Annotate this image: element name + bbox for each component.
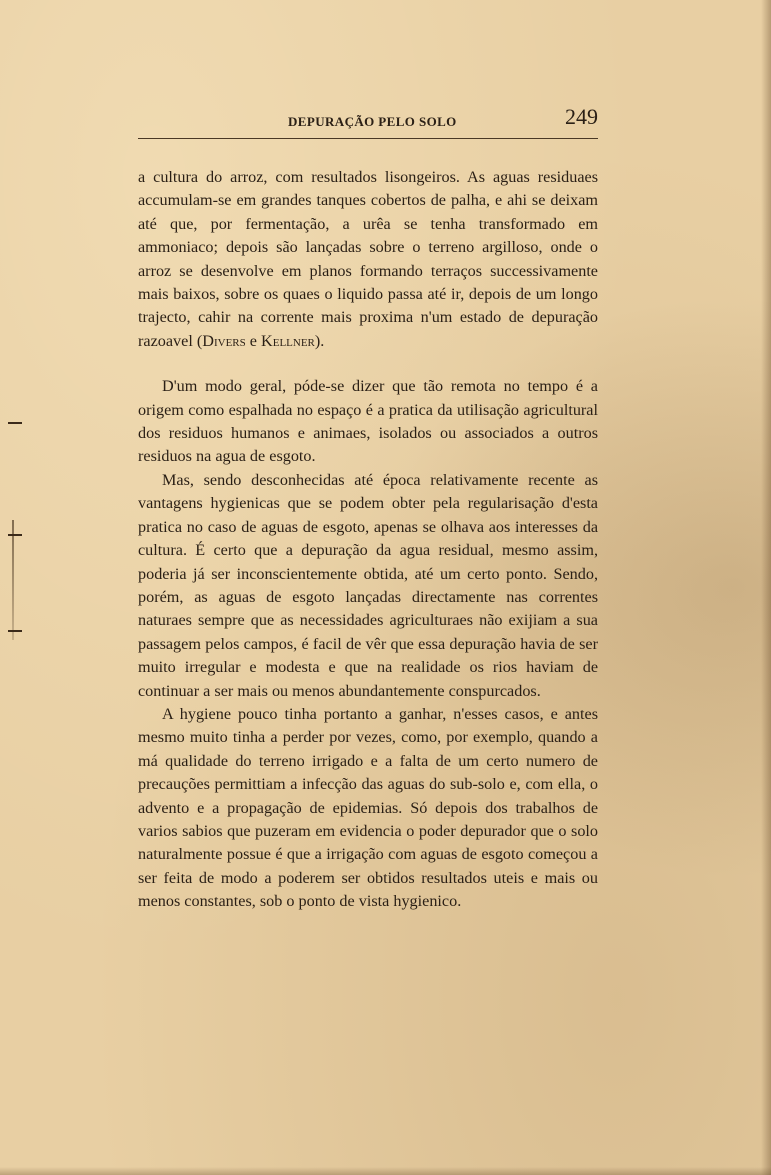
binding-mark xyxy=(8,422,22,424)
paragraph-1-text: a cultura do arroz, com resultados lisongeiros. As aguas residuaes accumulam-se em grandes tanques cobertos de palha, e ahi se deixam até que, por fermentação, a urêa se tenha transformado em ammoniaco; depois são lançadas sobre o terreno argilloso, onde o arroz se desenvolve em planos formando terraços successivamente mais baixos, sobre os quaes o liquido passa até ir, depois de um longo trajecto, cahir na corrente mais proxima n'um estado de depuração razoavel ( xyxy=(138,168,598,350)
binding-thread xyxy=(12,520,14,640)
paragraph-1 xyxy=(138,166,598,353)
page-number: 249 xyxy=(565,104,598,129)
running-head: DEPURAÇÃO PELO SOLO xyxy=(288,114,457,129)
page-edge-shadow xyxy=(761,0,771,1175)
page-header xyxy=(138,102,598,136)
header-rule xyxy=(138,138,598,139)
binding-mark xyxy=(8,534,22,536)
paragraph-gap xyxy=(138,353,598,375)
paragraph-4: A hygiene pouco tinha portanto a ganhar, n'esses casos, e antes mesmo muito tinha a perder por vezes, como, por exemplo, quando a má qualidade do terreno irrigado e a falta de um certo numero de precauções permittiam a infecção das aguas do sub-solo e, com ella, o advento e a propagação de epidemias. Só depois dos trabalhos de varios sabios que puzeram em evidencia o poder depurador que o solo naturalmente possue é que a irrigação com aguas de esgoto começou a ser feita de modo a poderem ser obtidos resultados uteis e mais ou menos constantes, sob o ponto de vista hygienico. xyxy=(138,704,598,911)
author-kellner: Kellner xyxy=(261,331,315,350)
author-connector: e xyxy=(245,331,262,350)
binding-mark xyxy=(8,630,22,632)
paragraph-1-end: ). xyxy=(314,331,325,350)
paragraph-2: D'um modo geral, póde-se dizer que tão remota no tempo é a origem como espalhada no espaço é a pratica da utilisação agricultural dos residuos humanos e animaes, isolados ou associados a outros residuos na agua de esgoto. xyxy=(138,377,598,466)
page-body xyxy=(138,166,598,914)
paragraph-3: Mas, sendo desconhecidas até época relativamente recente as vantagens hygienicas que se podem obter pela regularisação d'esta pratica no caso de aguas de esgoto, apenas se olhava aos interesses da cultura. É certo que a depuração da agua residual, mesmo assim, poderia já ser inconscientemente obtida, até um certo ponto. Sendo, porém, as aguas de esgoto lançadas directamente nas correntes naturaes sempre que as necessidades agriculturaes não exijiam a sua passagem pelos campos, é facil de vêr que essa depuração havia de ser muito irregular e modesta e que na realidade os rios haviam de continuar a ser mais ou menos abundantemente conspurcados. xyxy=(138,470,598,700)
author-divers: Divers xyxy=(202,331,246,350)
page-bottom-shadow xyxy=(0,1167,771,1175)
